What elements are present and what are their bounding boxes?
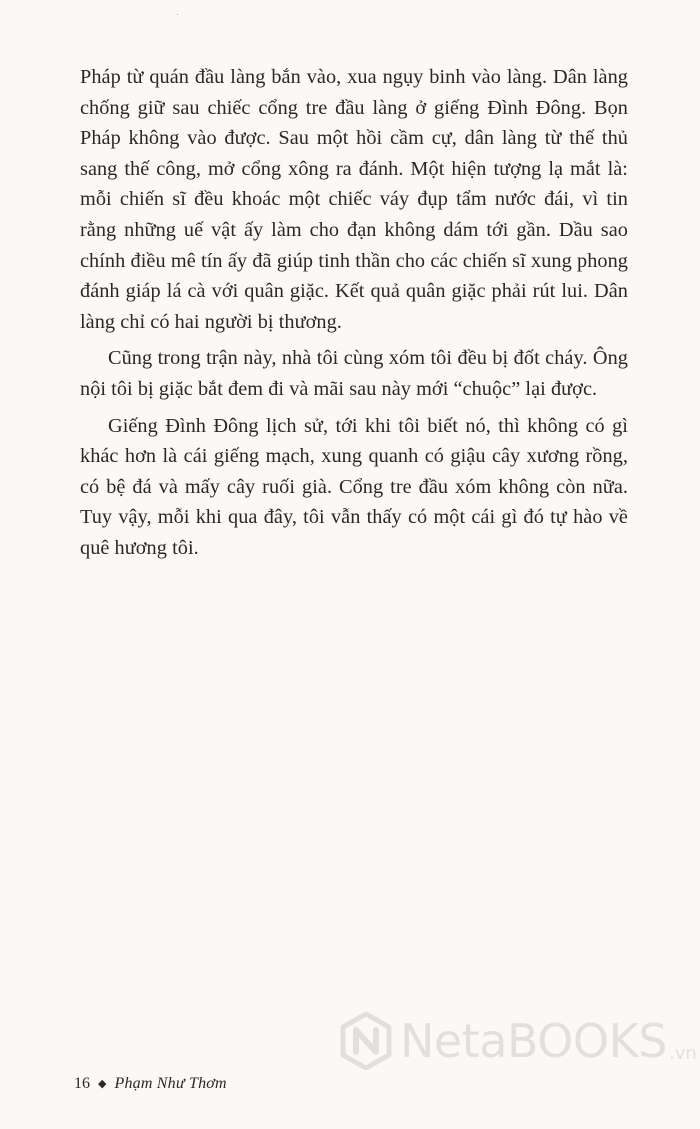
paragraph-1: Pháp từ quán đầu làng bắn vào, xua ngụy binh vào làng. Dân làng chống giữ sau chiếc cổng tre đầu làng ở giếng Đình Đông. Bọn Pháp không vào được. Sau một hồi cầm cự, dân làng từ thế thủ sang thế công, mở cổng xông ra đánh. Một hiện tượng lạ mắt là: mỗi chiến sĩ đều khoác một chiếc váy đụp tẩm nước đái, vì tin rằng những uế vật ấy làm cho đạn không dám tới gần. Dầu sao chính điều mê tín ấy đã giúp tinh thần cho các chiến sĩ xung phong đánh giáp lá cà với quân giặc. Kết quả quân giặc phải rút lui. Dân làng chỉ có hai người bị thương. bbox=[80, 66, 628, 333]
netabooks-logo-icon bbox=[340, 1012, 392, 1070]
author-name: Phạm Như Thơm bbox=[114, 1075, 227, 1092]
diamond-separator-icon: ◆ bbox=[98, 1077, 107, 1090]
watermark bbox=[340, 1012, 697, 1070]
watermark-brand: NetaBOOKS bbox=[400, 1014, 667, 1068]
body-text bbox=[80, 62, 628, 570]
page-footer bbox=[74, 1075, 227, 1093]
page-number: 16 bbox=[74, 1075, 90, 1092]
paragraph-3: Giếng Đình Đông lịch sử, tới khi tôi biết nó, thì không có gì khác hơn là cái giếng mạch, xung quanh có giậu cây xương rồng, có bệ đá và mấy cây ruối già. Cổng tre đầu xóm không còn nữa. Tuy vậy, mỗi khi qua đây, tôi vẫn thấy có một cái gì đó tự hào về quê hương tôi. bbox=[80, 414, 628, 559]
paragraph-2: Cũng trong trận này, nhà tôi cùng xóm tôi đều bị đốt cháy. Ông nội tôi bị giặc bắt đem đi và mãi sau này mới “chuộc” lại được. bbox=[80, 347, 628, 400]
watermark-suffix: .vn bbox=[668, 1042, 697, 1064]
page-speck bbox=[177, 14, 178, 15]
